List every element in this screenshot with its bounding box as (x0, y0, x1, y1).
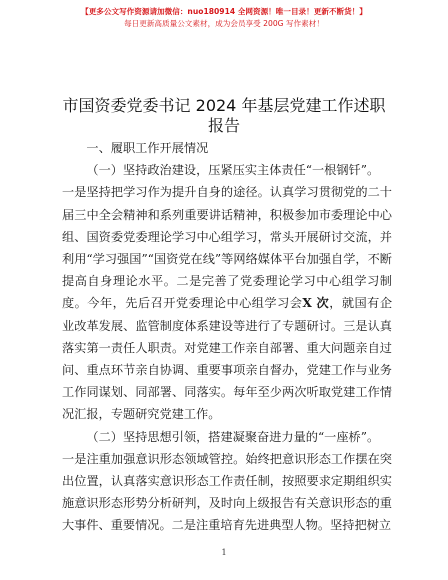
promo-banner-line-1: 【更多公文写作资源请加微信：nuo180914 全网资源！唯一目录！更新不断货！】 (81, 7, 367, 16)
paragraph-1-emphasis: X 次 (302, 296, 330, 311)
document-body (62, 137, 392, 537)
document-title: 市国资委党委书记 2024 年基层党建工作述职报告 (62, 96, 386, 135)
paragraph-1-rest: ，就国有企业改革发展、监管制度体系建设等进行了专题研讨。三是认真落实第一责任人职责。对党建工作亲自部署、重大问题亲自过问、重点环节亲自协调、重要事项亲自督办，党建工作与业务工作同谋划、同部署、同落实。每年至少两次听取党建工作情况汇报，专题研究党建工作。 (62, 296, 393, 422)
subsection-heading-1: （一）坚持政治建设，压紧压实主体责任“一根钢钎”。 (86, 163, 380, 178)
section-heading-1: 一、履职工作开展情况 (86, 141, 209, 155)
promo-banner-line-2: 每日更新高质量公文素材，成为会员享受 200G 写作素材！ (124, 19, 324, 28)
paragraph-1-text: 一是坚持把学习作为提升自身的途径。认真学习贯彻党的二十届三中全会精神和系列重要讲话精神，积极参加市委理论中心组、国资委党委理论学习中心组学习，常头开展研讨交流，并利用“学习强国”“国资党在线”等网络媒体平台加强自学，不断提高自身理论水平。二是完善了党委理论学习中心组学习制度。今年，先后召开党委理论中心组学习会 (62, 185, 392, 311)
paragraph-1 (62, 181, 392, 425)
page-number: 1 (221, 548, 227, 557)
paragraph-2: 一是注重加强意识形态领域管控。始终把意识形态工作摆在突出位置，认真落实意识形态工作责任制，按照要求定期组织实施意识形态形势分析研判，及时向上级报告有关意识形态的重大事件、重要情况。二是注重培育先进典型人物。坚持把树立 (62, 451, 392, 533)
subsection-heading-2: （二）坚持思想引领，搭建凝聚奋进力量的“一座桥”。 (86, 429, 380, 444)
